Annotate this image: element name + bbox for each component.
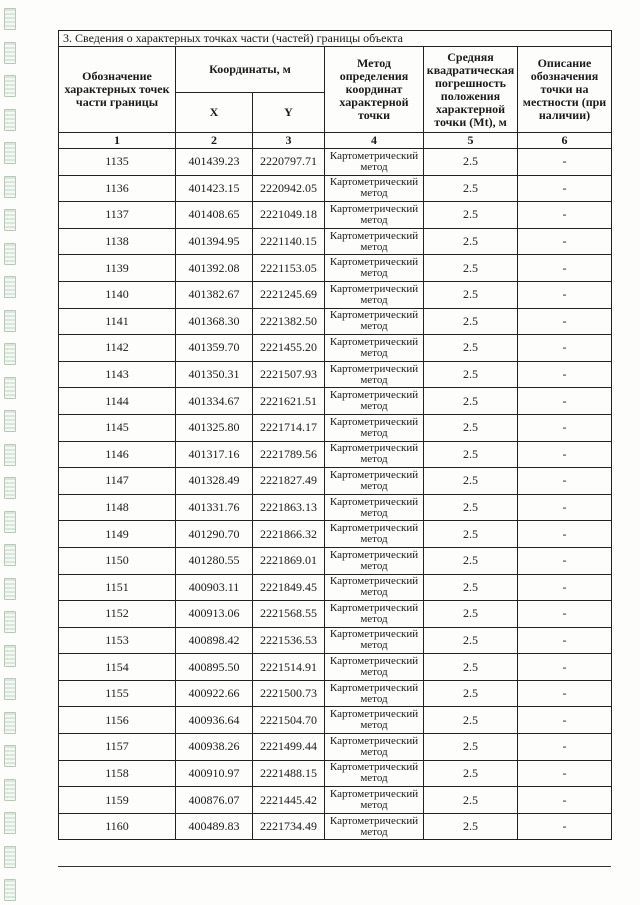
method-cell: Картометрический метод (325, 175, 424, 202)
y-coordinate-cell: 2221245.69 (253, 281, 325, 308)
table-row (59, 228, 612, 255)
method-cell: Картометрический метод (325, 654, 424, 681)
header-x: X (176, 93, 253, 133)
method-cell: Картометрический метод (325, 414, 424, 441)
mean-error-cell: 2.5 (424, 574, 518, 601)
column-number: 3 (253, 133, 325, 149)
x-coordinate-cell: 400910.97 (176, 760, 253, 787)
x-coordinate-cell: 401350.31 (176, 361, 253, 388)
binding-hole (4, 176, 16, 198)
description-cell: - (518, 627, 612, 654)
x-coordinate-cell: 401334.67 (176, 388, 253, 415)
description-cell: - (518, 734, 612, 761)
point-id-cell: 1155 (59, 680, 176, 707)
binding-hole (4, 142, 16, 164)
header-description: Описание обозначения точки на местности (при наличии) (518, 47, 612, 133)
binding-hole (4, 544, 16, 566)
y-coordinate-cell: 2221734.49 (253, 813, 325, 840)
method-cell: Картометрический метод (325, 361, 424, 388)
binding-hole (4, 377, 16, 399)
binding-hole (4, 343, 16, 365)
point-id-cell: 1145 (59, 414, 176, 441)
table-row (59, 521, 612, 548)
y-coordinate-cell: 2221049.18 (253, 202, 325, 229)
document-sheet (58, 30, 611, 840)
description-cell: - (518, 441, 612, 468)
y-coordinate-cell: 2221536.53 (253, 627, 325, 654)
method-cell: Картометрический метод (325, 627, 424, 654)
y-coordinate-cell: 2221504.70 (253, 707, 325, 734)
table-row (59, 414, 612, 441)
mean-error-cell: 2.5 (424, 335, 518, 362)
x-coordinate-cell: 401331.76 (176, 494, 253, 521)
binding-hole (4, 511, 16, 533)
point-id-cell: 1146 (59, 441, 176, 468)
binding-hole (4, 678, 16, 700)
table-row (59, 361, 612, 388)
description-cell: - (518, 680, 612, 707)
method-cell: Картометрический метод (325, 521, 424, 548)
column-number: 4 (325, 133, 424, 149)
y-coordinate-cell: 2221507.93 (253, 361, 325, 388)
description-cell: - (518, 149, 612, 176)
header-mean-error: Средняя квадратическая погрешность положения характерной точки (Mt), м (424, 47, 518, 133)
point-id-cell: 1140 (59, 281, 176, 308)
column-number-row (59, 133, 612, 149)
table-row (59, 734, 612, 761)
point-id-cell: 1137 (59, 202, 176, 229)
x-coordinate-cell: 400936.64 (176, 707, 253, 734)
point-id-cell: 1144 (59, 388, 176, 415)
x-coordinate-cell: 401382.67 (176, 281, 253, 308)
binding-hole (4, 410, 16, 432)
method-cell: Картометрический метод (325, 202, 424, 229)
y-coordinate-cell: 2221621.51 (253, 388, 325, 415)
point-id-cell: 1148 (59, 494, 176, 521)
mean-error-cell: 2.5 (424, 707, 518, 734)
binding-hole (4, 846, 16, 868)
point-id-cell: 1147 (59, 468, 176, 495)
y-coordinate-cell: 2221140.15 (253, 228, 325, 255)
column-number: 6 (518, 133, 612, 149)
x-coordinate-cell: 401394.95 (176, 228, 253, 255)
method-cell: Картометрический метод (325, 281, 424, 308)
mean-error-cell: 2.5 (424, 734, 518, 761)
mean-error-cell: 2.5 (424, 601, 518, 628)
binding-hole (4, 310, 16, 332)
point-id-cell: 1139 (59, 255, 176, 282)
method-cell: Картометрический метод (325, 813, 424, 840)
column-number: 2 (176, 133, 253, 149)
point-id-cell: 1141 (59, 308, 176, 335)
description-cell: - (518, 521, 612, 548)
x-coordinate-cell: 401317.16 (176, 441, 253, 468)
point-id-cell: 1151 (59, 574, 176, 601)
point-id-cell: 1135 (59, 149, 176, 176)
table-row (59, 149, 612, 176)
mean-error-cell: 2.5 (424, 361, 518, 388)
mean-error-cell: 2.5 (424, 175, 518, 202)
y-coordinate-cell: 2221789.56 (253, 441, 325, 468)
column-number: 1 (59, 133, 176, 149)
mean-error-cell: 2.5 (424, 441, 518, 468)
point-id-cell: 1157 (59, 734, 176, 761)
description-cell: - (518, 494, 612, 521)
table-row (59, 255, 612, 282)
y-coordinate-cell: 2221866.32 (253, 521, 325, 548)
method-cell: Картометрический метод (325, 760, 424, 787)
header-point-designation: Обозначение характерных точек части границы (59, 47, 176, 133)
mean-error-cell: 2.5 (424, 787, 518, 814)
binding-hole (4, 75, 16, 97)
x-coordinate-cell: 401439.23 (176, 149, 253, 176)
table-row (59, 308, 612, 335)
method-cell: Картометрический метод (325, 707, 424, 734)
x-coordinate-cell: 400876.07 (176, 787, 253, 814)
x-coordinate-cell: 401290.70 (176, 521, 253, 548)
method-cell: Картометрический метод (325, 787, 424, 814)
binding-hole (4, 879, 16, 901)
point-id-cell: 1159 (59, 787, 176, 814)
binding-hole (4, 611, 16, 633)
header-y: Y (253, 93, 325, 133)
mean-error-cell: 2.5 (424, 149, 518, 176)
y-coordinate-cell: 2221499.44 (253, 734, 325, 761)
binding-hole (4, 109, 16, 131)
y-coordinate-cell: 2221849.45 (253, 574, 325, 601)
mean-error-cell: 2.5 (424, 228, 518, 255)
x-coordinate-cell: 401325.80 (176, 414, 253, 441)
mean-error-cell: 2.5 (424, 654, 518, 681)
point-id-cell: 1136 (59, 175, 176, 202)
binding-hole (4, 812, 16, 834)
method-cell: Картометрический метод (325, 680, 424, 707)
y-coordinate-cell: 2220797.71 (253, 149, 325, 176)
point-id-cell: 1153 (59, 627, 176, 654)
table-row (59, 601, 612, 628)
point-id-cell: 1143 (59, 361, 176, 388)
method-cell: Картометрический метод (325, 335, 424, 362)
boundary-points-table (58, 30, 612, 840)
y-coordinate-cell: 2221568.55 (253, 601, 325, 628)
method-cell: Картометрический метод (325, 441, 424, 468)
table-row (59, 494, 612, 521)
y-coordinate-cell: 2221869.01 (253, 547, 325, 574)
table-row (59, 574, 612, 601)
table-row (59, 202, 612, 229)
y-coordinate-cell: 2221863.13 (253, 494, 325, 521)
header-method: Метод определения координат характерной точки (325, 47, 424, 133)
description-cell: - (518, 414, 612, 441)
method-cell: Картометрический метод (325, 228, 424, 255)
table-row (59, 654, 612, 681)
mean-error-cell: 2.5 (424, 760, 518, 787)
mean-error-cell: 2.5 (424, 388, 518, 415)
description-cell: - (518, 228, 612, 255)
x-coordinate-cell: 400913.06 (176, 601, 253, 628)
description-cell: - (518, 601, 612, 628)
table-row (59, 707, 612, 734)
table-row (59, 813, 612, 840)
mean-error-cell: 2.5 (424, 547, 518, 574)
description-cell: - (518, 388, 612, 415)
table-row (59, 281, 612, 308)
point-id-cell: 1142 (59, 335, 176, 362)
x-coordinate-cell: 401359.70 (176, 335, 253, 362)
description-cell: - (518, 255, 612, 282)
description-cell: - (518, 707, 612, 734)
point-id-cell: 1154 (59, 654, 176, 681)
y-coordinate-cell: 2221153.05 (253, 255, 325, 282)
method-cell: Картометрический метод (325, 547, 424, 574)
description-cell: - (518, 202, 612, 229)
y-coordinate-cell: 2221455.20 (253, 335, 325, 362)
binding-hole (4, 209, 16, 231)
binding-hole (4, 243, 16, 265)
method-cell: Картометрический метод (325, 574, 424, 601)
mean-error-cell: 2.5 (424, 680, 518, 707)
x-coordinate-cell: 400922.66 (176, 680, 253, 707)
description-cell: - (518, 574, 612, 601)
method-cell: Картометрический метод (325, 308, 424, 335)
section-title: 3. Сведения о характерных точках части (частей) границы объекта (59, 31, 612, 47)
y-coordinate-cell: 2221714.17 (253, 414, 325, 441)
point-id-cell: 1150 (59, 547, 176, 574)
mean-error-cell: 2.5 (424, 627, 518, 654)
method-cell: Картометрический метод (325, 734, 424, 761)
method-cell: Картометрический метод (325, 255, 424, 282)
description-cell: - (518, 468, 612, 495)
binding-hole (4, 42, 16, 64)
y-coordinate-cell: 2221827.49 (253, 468, 325, 495)
mean-error-cell: 2.5 (424, 255, 518, 282)
binding-hole (4, 779, 16, 801)
y-coordinate-cell: 2221500.73 (253, 680, 325, 707)
binding-hole (4, 8, 16, 30)
description-cell: - (518, 335, 612, 362)
y-coordinate-cell: 2221488.15 (253, 760, 325, 787)
binding-hole (4, 444, 16, 466)
table-row (59, 627, 612, 654)
table-row (59, 760, 612, 787)
x-coordinate-cell: 400898.42 (176, 627, 253, 654)
mean-error-cell: 2.5 (424, 494, 518, 521)
method-cell: Картометрический метод (325, 468, 424, 495)
point-id-cell: 1156 (59, 707, 176, 734)
x-coordinate-cell: 400895.50 (176, 654, 253, 681)
x-coordinate-cell: 401423.15 (176, 175, 253, 202)
x-coordinate-cell: 400489.83 (176, 813, 253, 840)
binding-strip (0, 0, 20, 905)
table-row (59, 175, 612, 202)
description-cell: - (518, 654, 612, 681)
mean-error-cell: 2.5 (424, 281, 518, 308)
y-coordinate-cell: 2221382.50 (253, 308, 325, 335)
x-coordinate-cell: 400938.26 (176, 734, 253, 761)
y-coordinate-cell: 2221445.42 (253, 787, 325, 814)
method-cell: Картометрический метод (325, 388, 424, 415)
point-id-cell: 1158 (59, 760, 176, 787)
point-id-cell: 1138 (59, 228, 176, 255)
method-cell: Картометрический метод (325, 494, 424, 521)
x-coordinate-cell: 401280.55 (176, 547, 253, 574)
point-id-cell: 1160 (59, 813, 176, 840)
binding-hole (4, 578, 16, 600)
column-number: 5 (424, 133, 518, 149)
description-cell: - (518, 281, 612, 308)
description-cell: - (518, 760, 612, 787)
method-cell: Картометрический метод (325, 149, 424, 176)
mean-error-cell: 2.5 (424, 813, 518, 840)
table-row (59, 441, 612, 468)
description-cell: - (518, 813, 612, 840)
x-coordinate-cell: 401368.30 (176, 308, 253, 335)
method-cell: Картометрический метод (325, 601, 424, 628)
point-id-cell: 1149 (59, 521, 176, 548)
y-coordinate-cell: 2220942.05 (253, 175, 325, 202)
mean-error-cell: 2.5 (424, 414, 518, 441)
table-row (59, 787, 612, 814)
mean-error-cell: 2.5 (424, 202, 518, 229)
table-row (59, 388, 612, 415)
mean-error-cell: 2.5 (424, 308, 518, 335)
description-cell: - (518, 547, 612, 574)
binding-hole (4, 645, 16, 667)
x-coordinate-cell: 401328.49 (176, 468, 253, 495)
y-coordinate-cell: 2221514.91 (253, 654, 325, 681)
description-cell: - (518, 787, 612, 814)
footer-rule (58, 866, 611, 867)
mean-error-cell: 2.5 (424, 521, 518, 548)
x-coordinate-cell: 401408.65 (176, 202, 253, 229)
table-row (59, 335, 612, 362)
binding-hole (4, 477, 16, 499)
description-cell: - (518, 361, 612, 388)
binding-hole (4, 276, 16, 298)
description-cell: - (518, 308, 612, 335)
point-id-cell: 1152 (59, 601, 176, 628)
table-row (59, 547, 612, 574)
x-coordinate-cell: 400903.11 (176, 574, 253, 601)
binding-hole (4, 712, 16, 734)
binding-hole (4, 745, 16, 767)
x-coordinate-cell: 401392.08 (176, 255, 253, 282)
mean-error-cell: 2.5 (424, 468, 518, 495)
header-coordinates: Координаты, м (176, 47, 325, 93)
table-row (59, 680, 612, 707)
table-row (59, 468, 612, 495)
description-cell: - (518, 175, 612, 202)
